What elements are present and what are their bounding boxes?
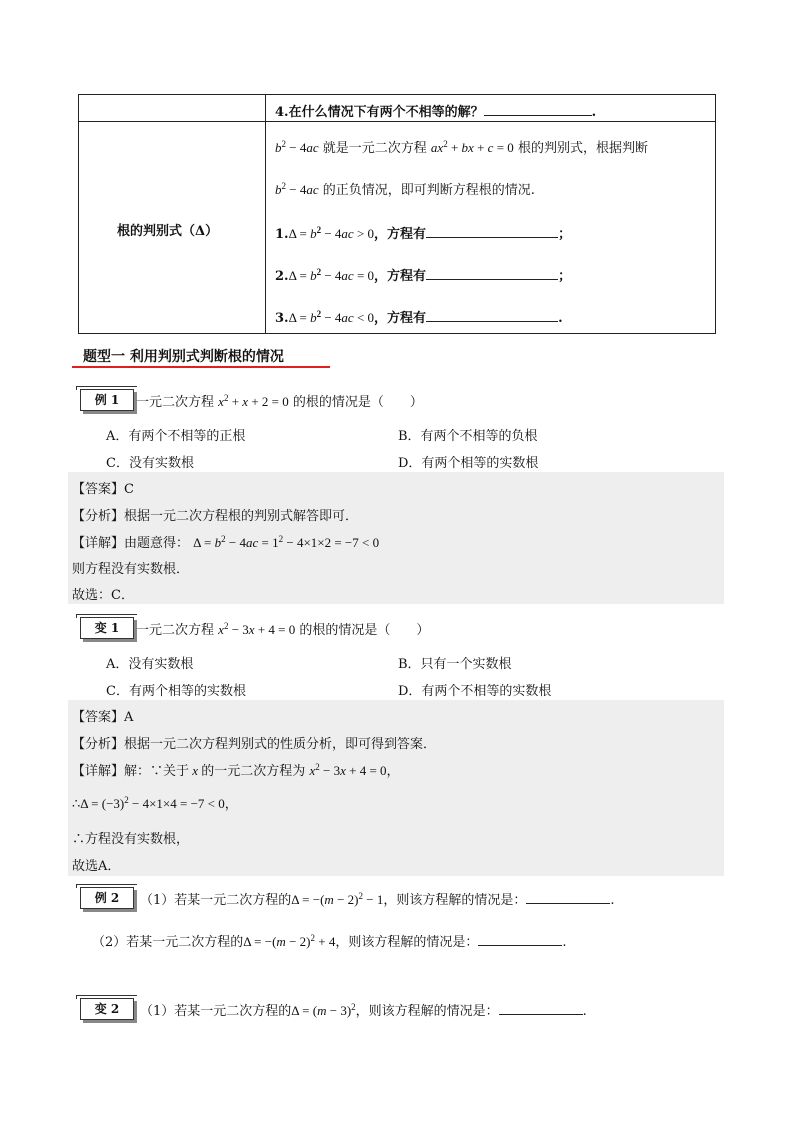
example-1-label: 例 1 xyxy=(80,389,134,411)
example-1-answer: 【答案】C xyxy=(72,482,134,497)
table-row1-question: 4.在什么情况下有两个不相等的解？ . xyxy=(275,105,597,120)
discriminant-description-line1: $b^2 - 4ac$ 就是一元二次方程 $ax^2$ + bx + c = 0 根的判别式，根据判断 xyxy=(275,139,648,156)
example-1-option-c: C．没有实数根 xyxy=(106,456,194,471)
section-title: 题型一 利用判别式判断根的情况 xyxy=(83,349,284,365)
variation-1-detail: 【详解】解：∵关于 x 的一元二次方程为 $x^2 - 3x + 4 = 0$， xyxy=(72,762,400,779)
summary-table xyxy=(78,94,716,334)
case-negative: $3.\Delta = b^2 - 4ac < 0$，方程有 . xyxy=(275,309,563,326)
discriminant-heading: 根的判别式（Δ） xyxy=(117,224,219,239)
example-1-option-d: D．有两个相等的实数根 xyxy=(398,456,539,471)
variation-1-answer: 【答案】A xyxy=(72,710,134,725)
variation-1-label: 变 1 xyxy=(80,617,134,639)
variation-1-option-b: B．只有一个实数根 xyxy=(398,657,512,672)
variation-2-question-1: （1）若某一元二次方程的$\Delta = (m - 3)^2$，则该方程解的情况是： . xyxy=(140,1002,587,1019)
example-1-choice: 故选：C． xyxy=(72,588,134,603)
example-2-question-2: （2）若某一元二次方程的$\Delta = -(m - 2)^2 + 4$，则该方程解的情况是： . xyxy=(92,933,567,950)
example-1-analysis: 【分析】根据一元二次方程根的判别式解答即可． xyxy=(72,509,359,524)
variation-1-solution-box xyxy=(68,700,724,876)
variation-1-discriminant: ∴Δ = $(-3)^2 - 4\times 1\times 4 = -7 < 0$， xyxy=(72,795,238,812)
variation-1-analysis: 【分析】根据一元二次方程判别式的性质分析，即可得到答案． xyxy=(72,737,437,752)
section-underline xyxy=(72,366,330,368)
variation-1-choice: 故选A． xyxy=(72,859,121,874)
variation-1-question: 一元二次方程 $x^2 - 3x + 4 = 0$ 的根的情况是（ ） xyxy=(136,621,430,638)
example-1-detail: 【详解】由题意得： $\Delta = b^2 - 4ac = 1^2 - 4\times 1\times 2 = -7 < 0$ xyxy=(72,534,380,551)
table-divider-horizontal xyxy=(79,121,715,122)
example-1-option-a: A．有两个不相等的正根 xyxy=(106,429,246,444)
variation-1-option-c: C．有两个相等的实数根 xyxy=(106,684,246,699)
example-1-question: 一元二次方程 $x^2 + x + 2 = 0$ 的根的情况是（ ） xyxy=(136,393,423,410)
example-2-label: 例 2 xyxy=(80,887,134,909)
variation-2-label: 变 2 xyxy=(80,998,134,1020)
variation-1-conclusion: ∴方程没有实数根， xyxy=(72,832,190,847)
variation-1-option-d: D．有两个不相等的实数根 xyxy=(398,684,552,699)
case-positive: $1.\Delta = b^2 - 4ac > 0$，方程有 ； xyxy=(275,225,572,242)
example-1-conclusion: 则方程没有实数根． xyxy=(72,562,190,577)
discriminant-description-line2: $b^2 - 4ac$ 的正负情况，即可判断方程根的情况. xyxy=(275,181,535,198)
case-zero: $2.\Delta = b^2 - 4ac = 0$，方程有 ； xyxy=(275,267,572,284)
variation-1-option-a: A．没有实数根 xyxy=(106,657,194,672)
example-1-option-b: B．有两个不相等的负根 xyxy=(398,429,538,444)
example-2-question-1: （1）若某一元二次方程的$\Delta = -(m - 2)^2 - 1$，则该方程解的情况是： . xyxy=(140,891,615,908)
table-divider-vertical xyxy=(265,95,266,333)
